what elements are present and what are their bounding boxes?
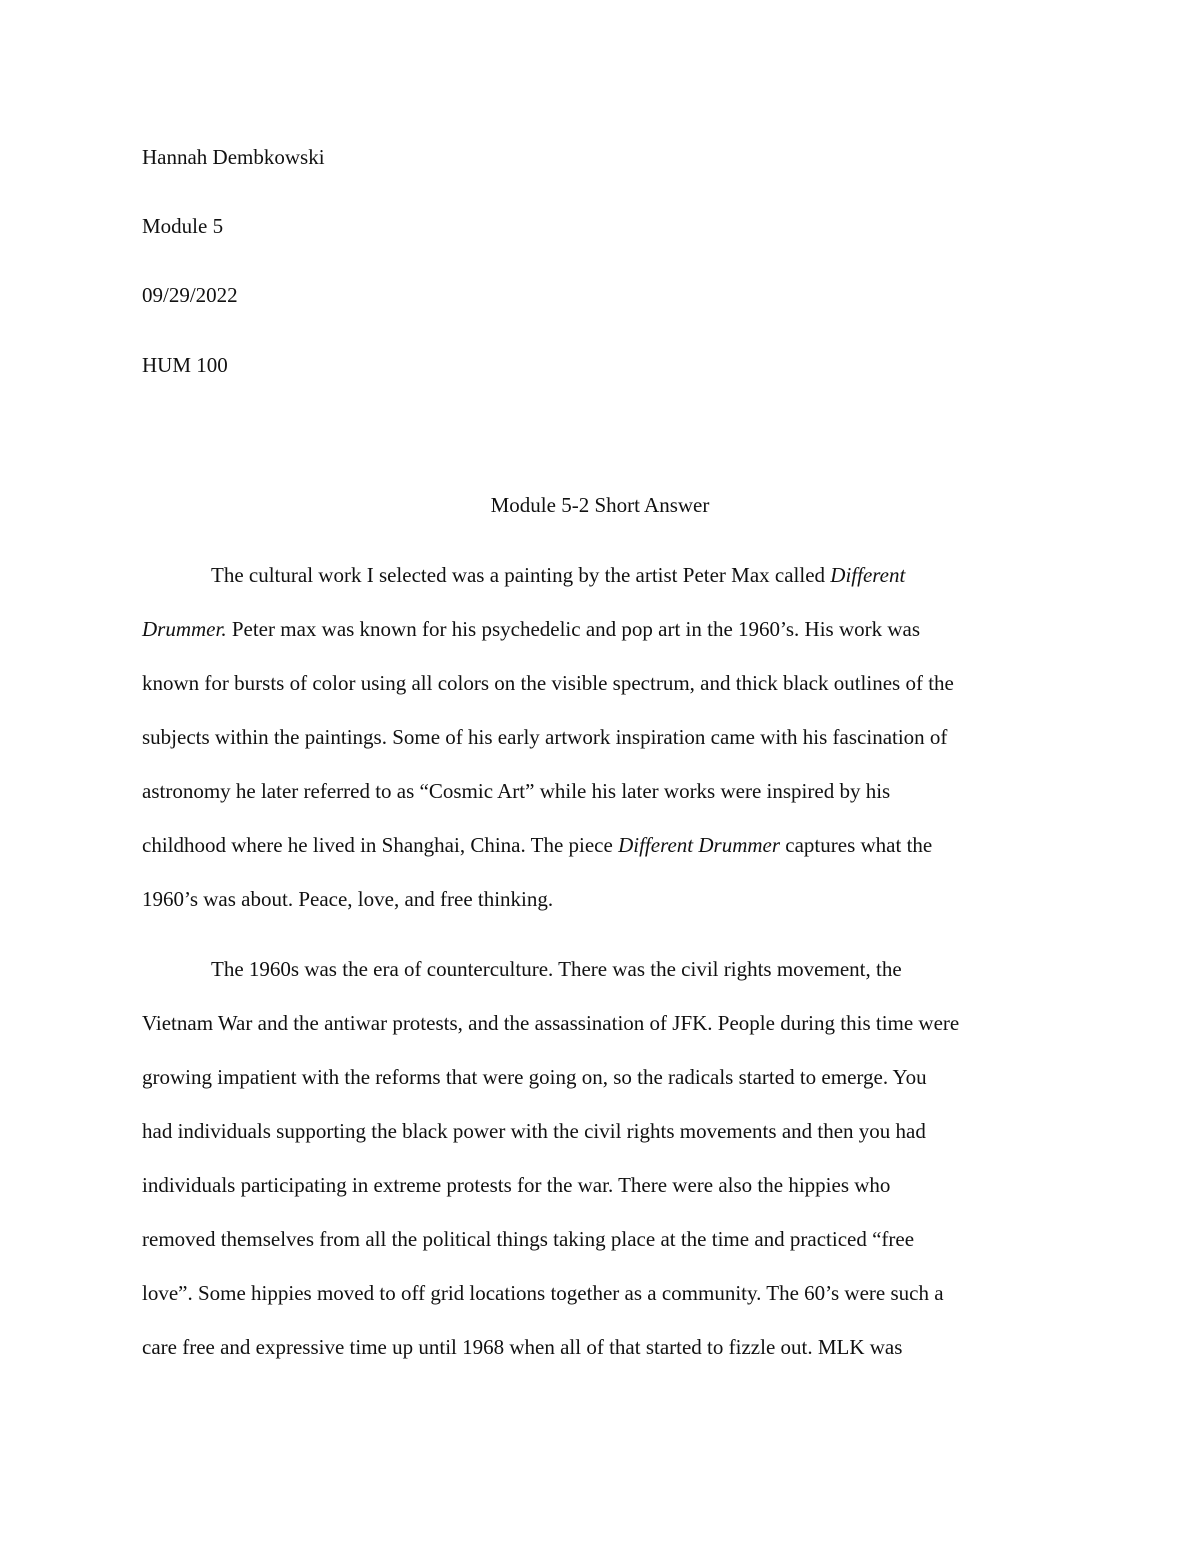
module-label: Module 5 bbox=[142, 214, 224, 238]
course-code: HUM 100 bbox=[142, 353, 228, 377]
paragraph-2-line: The 1960s was the era of counterculture. There was the civil rights movement, the bbox=[211, 957, 902, 981]
text-run: Peter max was known for his psychedelic and pop art in the 1960’s. His work was bbox=[226, 617, 921, 641]
artwork-title: Drummer. bbox=[142, 617, 227, 641]
paragraph-2-line: care free and expressive time up until 1968 when all of that started to fizzle out. MLK was bbox=[142, 1335, 903, 1359]
paragraph-2-line: individuals participating in extreme protests for the war. There were also the hippies who bbox=[142, 1173, 891, 1197]
paragraph-2-line: removed themselves from all the political things taking place at the time and practiced “free bbox=[142, 1227, 915, 1251]
paragraph-2-line: had individuals supporting the black power with the civil rights movements and then you had bbox=[142, 1119, 926, 1143]
author-name: Hannah Dembkowski bbox=[142, 145, 325, 169]
text-run: The cultural work I selected was a painting by the artist Peter Max called bbox=[211, 563, 831, 587]
document-title: Module 5-2 Short Answer bbox=[490, 493, 710, 517]
paragraph-1-line bbox=[142, 616, 920, 642]
text-run: childhood where he lived in Shanghai, China. The piece bbox=[142, 833, 619, 857]
text-run: captures what the bbox=[780, 833, 933, 857]
date: 09/29/2022 bbox=[142, 283, 238, 307]
paragraph-1-line bbox=[142, 832, 932, 858]
artwork-title: Different Drummer bbox=[618, 833, 781, 857]
paragraph-2-line: growing impatient with the reforms that were going on, so the radicals started to emerge. You bbox=[142, 1065, 927, 1089]
paragraph-1-line: 1960’s was about. Peace, love, and free thinking. bbox=[142, 887, 554, 911]
paragraph-1-line: subjects within the paintings. Some of his early artwork inspiration came with his fascination of bbox=[142, 725, 948, 749]
paragraph-2-line: Vietnam War and the antiwar protests, and the assassination of JFK. People during this time were bbox=[142, 1011, 960, 1035]
paragraph-1-line: known for bursts of color using all colors on the visible spectrum, and thick black outlines of the bbox=[142, 671, 954, 695]
paragraph-2-line: love”. Some hippies moved to off grid locations together as a community. The 60’s were such a bbox=[142, 1281, 944, 1305]
paragraph-1-line bbox=[211, 562, 905, 588]
artwork-title: Different bbox=[830, 563, 906, 587]
paragraph-1-line: astronomy he later referred to as “Cosmic Art” while his later works were inspired by his bbox=[142, 779, 891, 803]
